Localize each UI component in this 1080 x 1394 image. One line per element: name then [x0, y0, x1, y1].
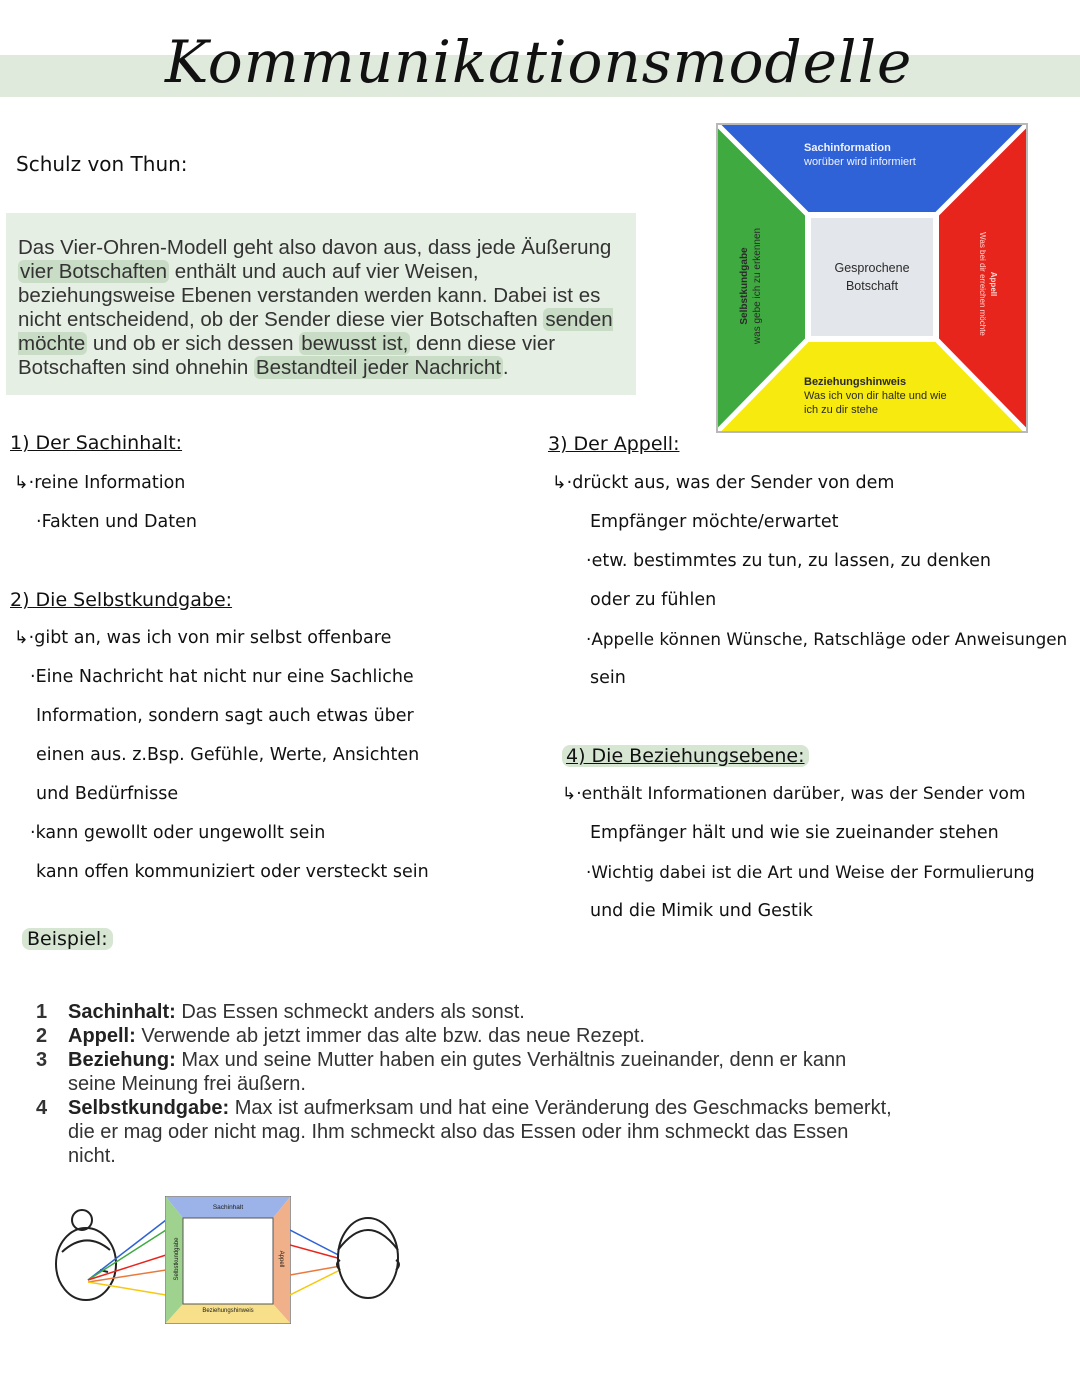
section-line: oder zu fühlen — [590, 590, 717, 610]
example-number: 3 — [36, 1049, 48, 1071]
small-model-top-label: Sachinhalt — [212, 1204, 244, 1211]
section-line: ·Wichtig dabei ist die Art und Weise der Formulierung — [586, 862, 1035, 882]
section-line: ·Appelle können Wünsche, Ratschläge oder Anweisungen — [586, 629, 1068, 649]
model-top-label: Sachinformation worüber wird informiert — [804, 142, 916, 168]
page-title: Kommunikationsmodelle — [165, 28, 913, 96]
example-number: 4 — [36, 1097, 48, 1119]
intro-part: und ob er sich dessen — [87, 332, 300, 355]
intro-part: enthält und auch auf vier Weisen, beziehungsweise Ebenen verstanden werden kann. Dabei ist es nicht entscheidend, ob der Sender diese vier Botschaften — [18, 260, 601, 331]
sender-head-icon — [48, 1200, 168, 1320]
intro-highlight: bewusst ist, — [301, 332, 409, 355]
section-line: und Bedürfnisse — [36, 784, 179, 804]
example-item — [36, 1000, 896, 1024]
intro-highlight: Bestandteil jeder Nachricht — [255, 356, 501, 379]
model-bottom-label: Beziehungshinweis Was ich von dir halte und wie ich zu dir stehe — [804, 376, 947, 416]
intro-highlight: senden möchte — [18, 308, 613, 355]
model-center-label: Gesprochene Botschaft — [834, 261, 910, 293]
small-four-ears-model — [165, 1196, 291, 1324]
small-model-right-label: Appell — [278, 1250, 284, 1268]
section-line: einen aus. z.Bsp. Gefühle, Werte, Ansichten — [36, 745, 420, 765]
example-label: Beispiel: — [22, 928, 113, 950]
intro-part: Das Vier-Ohren-Modell geht also davon aus, dass jede Äußerung — [18, 236, 612, 259]
example-text: Sachinhalt: Das Essen schmeckt anders als sonst. — [68, 1001, 525, 1023]
model-left-label: Selbstkundgabe was gebe ich zu erkennen — [739, 227, 763, 345]
section-beziehung-heading-text: 4) Die Beziehungsebene: — [562, 745, 809, 767]
example-item — [36, 1096, 896, 1168]
intro-highlight: vier Botschaften — [20, 260, 167, 283]
section-line: ↳·drückt aus, was der Sender von dem — [552, 473, 895, 493]
small-model-left-label: Selbstkundgabe — [174, 1237, 180, 1281]
intro-part: . — [502, 356, 509, 379]
author-label: Schulz von Thun: — [16, 152, 188, 176]
section-line: Information, sondern sagt auch etwas über — [36, 706, 414, 726]
model-right-label: Appell Was bei dir erreichen möchte — [978, 232, 998, 336]
section-line: kann offen kommuniziert oder versteckt sein — [36, 862, 429, 882]
section-line: ↳·enthält Informationen darüber, was der Sender vom — [562, 784, 1026, 804]
example-text: Selbstkundgabe: Max ist aufmerksam und hat eine Veränderung des Geschmacks bemerkt, die er mag oder nicht mag. Ihm schmeckt also das Essen oder ihm schmeckt das Essen nicht. — [68, 1097, 892, 1167]
four-ears-model — [716, 123, 1028, 433]
intro-text — [18, 236, 630, 380]
section-line: Empfänger möchte/erwartet — [590, 512, 839, 532]
section-appell-heading: 3) Der Appell: — [548, 433, 680, 455]
section-line: ·Fakten und Daten — [36, 512, 197, 532]
small-model-bottom-label: Beziehungshinweis — [202, 1308, 254, 1314]
example-list — [36, 1000, 896, 1168]
example-item — [36, 1048, 896, 1096]
section-sachinhalt-heading: 1) Der Sachinhalt: — [10, 432, 183, 454]
receiver-head-icon — [290, 1200, 410, 1320]
example-text: Beziehung: Max und seine Mutter haben ein gutes Verhältnis zueinander, denn er kann seine Meinung frei äußern. — [68, 1049, 847, 1095]
example-number: 1 — [36, 1001, 48, 1023]
small-model-svg — [165, 1196, 291, 1324]
section-line: ·kann gewollt oder ungewollt sein — [30, 823, 326, 843]
section-beziehung-heading — [562, 745, 809, 767]
section-line: ·etw. bestimmtes zu tun, zu lassen, zu denken — [586, 551, 991, 571]
section-line: ↳·gibt an, was ich von mir selbst offenbare — [14, 628, 392, 648]
example-number: 2 — [36, 1025, 48, 1047]
section-line: ·Eine Nachricht hat nicht nur eine Sachliche — [30, 667, 414, 687]
example-item — [36, 1024, 896, 1048]
section-line: sein — [590, 668, 626, 688]
section-line: und die Mimik und Gestik — [590, 901, 813, 921]
example-text: Appell: Verwende ab jetzt immer das alte bzw. das neue Rezept. — [68, 1025, 645, 1047]
section-line: ↳·reine Information — [14, 473, 186, 493]
section-line: Empfänger hält und wie sie zueinander stehen — [590, 823, 999, 843]
section-selbstkundgabe-heading: 2) Die Selbstkundgabe: — [10, 589, 233, 611]
intro-part: denn diese vier Botschaften sind ohnehin — [18, 332, 556, 379]
